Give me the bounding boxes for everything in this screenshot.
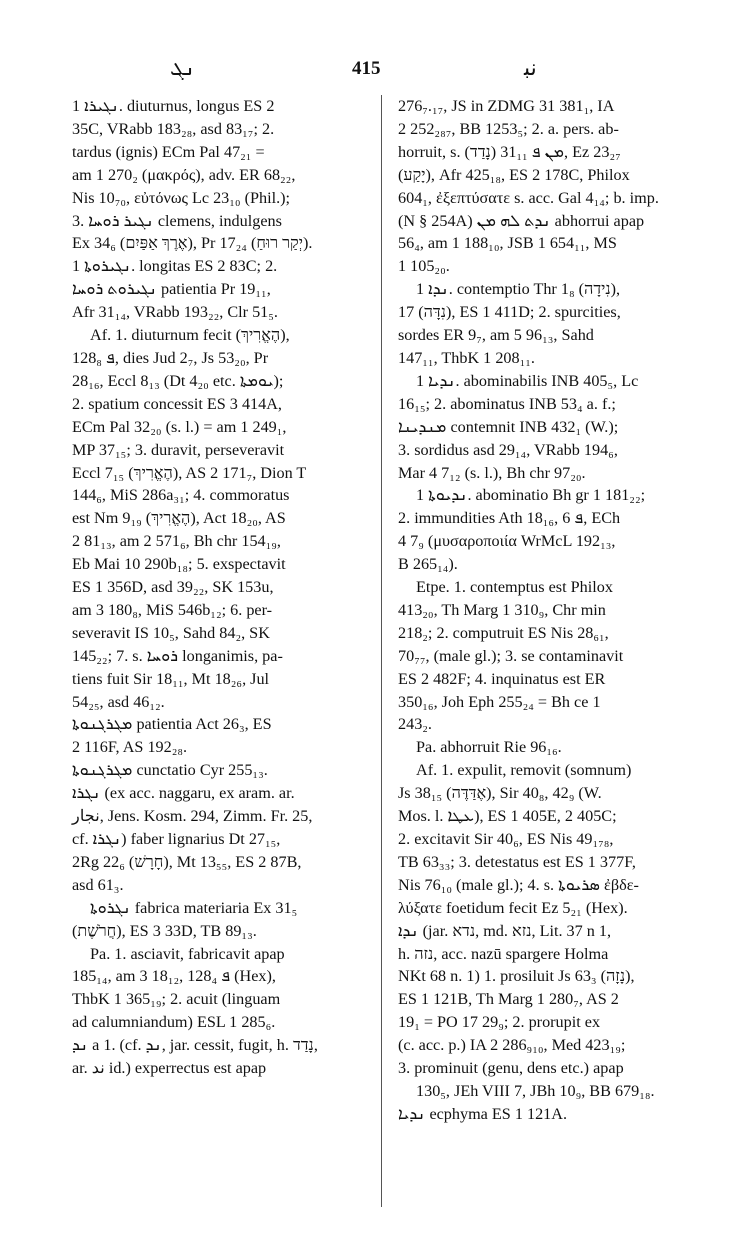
text-line: 2. excitavit Sir 40₆, ES Nis 49₁₇₈, bbox=[398, 830, 614, 848]
text-line: ܢܕܐ (jar. נדא, md. נזא, Lit. 37 n 1, bbox=[398, 921, 612, 940]
text-line: ES 2 482F; 4. inquinatus est ER bbox=[398, 669, 606, 688]
text-line: cf. ܢܓܪܐ) faber lignarius Dt 27₁₅, bbox=[72, 830, 281, 848]
text-line: 2. spatium concessit ES 3 414A, bbox=[72, 394, 282, 413]
text-line: 2 81₁₃, am 2 571₆, Bh chr 154₁₉, bbox=[72, 532, 281, 551]
text-line: asd 61₃. bbox=[72, 875, 124, 894]
text-line: ܢܓܝܪܐ 1. diuturnus, longus ES 2 bbox=[72, 97, 275, 115]
text-line: Etpe. 1. contemptus est Philox bbox=[416, 578, 613, 597]
text-line: Mos. l. ܥܛܐ), ES 1 405E, 2 405C; bbox=[398, 807, 617, 826]
text-line: λύξατε foetidum fecit Ez 5₂₁ (Hex). bbox=[398, 898, 628, 917]
text-line: Af. 1. expulit, removit (somnum) bbox=[416, 761, 632, 780]
header-right-catchword: ﻧﺒ bbox=[524, 56, 537, 81]
text-line: 413₂₀, Th Marg 1 310₉, Chr min bbox=[398, 600, 606, 619]
text-line: ܢܓܪܘܬܐ fabrica materiaria Ex 31₅ bbox=[90, 898, 298, 917]
text-line: 35C, VRabb 183₂₈, asd 83₁₇; 2. bbox=[72, 119, 275, 138]
text-line: Afr 31₁₄, VRabb 193₂₂, Clr 51₅. bbox=[72, 303, 278, 322]
text-line: Ex 34₆ (אֶרֶךְ אַפַּיִם), Pr 17₂₄ (יְקַר רוּחַ). bbox=[72, 234, 313, 253]
column-divider bbox=[381, 95, 382, 1207]
text-line: 2 252₂₈₇, BB 1253₅; 2. a. pers. ab- bbox=[398, 119, 619, 138]
text-line: (N § 254A) ܢܕܬ ܠܗ ܡܢ abhorrui apap bbox=[398, 211, 645, 230]
text-line: Nis 10₇₀, εὐτόνως Lc 23₁₀ (Phil.); bbox=[72, 188, 291, 207]
text-line: ܡܢܕܝܢܐ contemnit INB 432₁ (W.); bbox=[398, 417, 619, 436]
text-line: Mar 4 7₁₂ (s. l.), Bh chr 97₂₀. bbox=[398, 463, 586, 482]
text-line: 17 (נִדָּה), ES 1 411D; 2. spurcities, bbox=[398, 303, 621, 322]
text-line: ܢܕܝܘܬܐ 1. abominatio Bh gr 1 181₂₂; bbox=[416, 486, 646, 505]
text-line: 54₂₅, asd 46₁₂. bbox=[72, 692, 165, 711]
text-line: 2Rg 22₆ (חָרָשׁ), Mt 13₅₅, ES 2 87B, bbox=[72, 852, 302, 871]
text-line: am 1 270₂ (μακρός), adv. ER 68₂₂, bbox=[72, 165, 296, 184]
text-line: ES 1 121B, Th Marg 1 280₇, AS 2 bbox=[398, 990, 619, 1009]
text-line: ܢܓܝܪܘܬܐ 1. longitas ES 2 83C; 2. bbox=[72, 257, 278, 276]
text-line: ES 1 356D, asd 39₂₂, SK 153u, bbox=[72, 578, 274, 597]
right-column bbox=[398, 95, 698, 1126]
page-number: 415 bbox=[352, 58, 381, 79]
text-line: ܢܕܐ 1. contemptio Thr 1₈ (נִידָה), bbox=[416, 280, 621, 299]
text-line: ThbK 1 365₁₉; 2. acuit (linguam bbox=[72, 990, 281, 1009]
text-line: Eb Mai 10 290b₁₈; 5. exspectavit bbox=[72, 555, 286, 574]
text-line: sordes ER 9₇, am 5 96₁₃, Sahd bbox=[398, 326, 594, 345]
text-line: 185₁₄, am 3 18₁₂, ܦ 128₄ (Hex), bbox=[72, 967, 276, 986]
text-line: ܢܕܝܐ 1. abominabilis INB 405₅, Lc bbox=[416, 371, 639, 390]
text-line: 28₁₆, Eccl 8₁₃ (Dt 4₂₀ etc. ܝܘܡܬܐ); bbox=[72, 371, 284, 390]
text-line: Pa. abhorruit Rie 96₁₆. bbox=[416, 738, 562, 757]
text-line: Nis 76₁₀ (male gl.); 4. s. ܣܪܝܘܬܐ ἐβδε- bbox=[398, 875, 639, 894]
text-line: ܡܓܪܓܢܘܬܐ cunctatio Cyr 255₁₃. bbox=[72, 761, 268, 780]
text-line: 147₁₁, ThbK 1 208₁₁. bbox=[398, 348, 535, 367]
text-line: ܢܓܝܪܘܬ ܪܘܚܐ patientia Pr 19₁₁, bbox=[72, 280, 271, 299]
text-line: ECm Pal 32₂₀ (s. l.) = am 1 249₁, bbox=[72, 417, 287, 436]
text-line: (c. acc. p.) IA 2 286₉₁₀, Med 423₁₉; bbox=[398, 1036, 626, 1055]
text-line: 276₇.₁₇, JS in ZDMG 31 381₁, IA bbox=[398, 97, 615, 115]
text-line: 218₂; 2. computruit ES Nis 28₆₁, bbox=[398, 623, 609, 642]
text-line: am 3 180₈, MiS 546b₁₂; 6. per- bbox=[72, 600, 273, 619]
text-line: 2. immundities Ath 18₁₆, ܦ 6, ECh bbox=[398, 509, 621, 528]
text-line: h. נזה, acc. nazū spargere Holma bbox=[398, 944, 609, 963]
text-line: Eccl 7₁₅ (הֶאֱרִיךְ), AS 2 171₇, Dion T bbox=[72, 463, 307, 482]
text-line: 145₂₂; 7. s. ܪܘܚܐ longanimis, pa- bbox=[72, 646, 283, 665]
text-line: 16₁₅; 2. abominatus INB 53₄ a. f.; bbox=[398, 394, 616, 413]
text-line: ܢܕ a 1. (cf. ܢܕ, jar. cessit, fugit, h. נָדַד, bbox=[72, 1036, 318, 1055]
text-line: TB 63₃₃; 3. detestatus est ES 1 377F, bbox=[398, 852, 636, 871]
text-line: 130₅, JEh VIII 7, JBh 10₉, BB 679₁₈. bbox=[416, 1081, 655, 1100]
text-line: severavit IS 10₅, Sahd 84₂, SK bbox=[72, 623, 270, 642]
text-line: tardus (ignis) ECm Pal 47₂₁ = bbox=[72, 142, 265, 161]
text-line: 3. ܢܓܝܪ ܪܘܚܐ clemens, indulgens bbox=[72, 211, 282, 230]
text-line: 604₁, ἐξεπτύσατε s. acc. Gal 4₁₄; b. imp. bbox=[398, 188, 659, 207]
text-line: 2 116F, AS 192₂₈. bbox=[72, 738, 188, 757]
text-line: ﻧﺠﺎﺭ, Jens. Kosm. 294, Zimm. Fr. 25, bbox=[72, 807, 313, 826]
text-line: 144₆, MiS 286a₃₁; 4. commoratus bbox=[72, 486, 290, 505]
text-line: ܦ 128₈, dies Jud 2₇, Js 53₂₀, Pr bbox=[72, 348, 269, 367]
text-line: Af. 1. diuturnum fecit (הֶאֱרִיךְ), bbox=[90, 326, 290, 345]
header-left-catchword: ܢܓ bbox=[170, 56, 196, 81]
text-line: Js 38₁₅ (אֶדַּדֶּה), Sir 40₈, 42₉ (W. bbox=[398, 784, 602, 803]
text-line: tiens fuit Sir 18₁₁, Mt 18₂₆, Jul bbox=[72, 669, 270, 688]
text-line: B 265₁₄). bbox=[398, 555, 458, 574]
left-column bbox=[72, 95, 368, 1080]
text-line: 19₁ = PO 17 29₉; 2. prorupit ex bbox=[398, 1013, 601, 1032]
text-line: Pa. 1. asciavit, fabricavit apap bbox=[90, 944, 285, 963]
text-line: (יָקַע), Afr 425₁₈, ES 2 178C, Philox bbox=[398, 165, 630, 184]
text-line: ܢܕܝܐ ecphyma ES 1 121A. bbox=[398, 1104, 568, 1123]
text-line: 1 105₂₀. bbox=[398, 257, 450, 276]
text-line: 70₇₇, (male gl.); 3. se contaminavit bbox=[398, 646, 624, 665]
text-line: horruit, s. ܡܢ ܦ 31₁₁ (נָדַד), Ez 23₂₇ bbox=[398, 142, 621, 161]
text-line: 56₄, am 1 188₁₀, JSB 1 654₁₁, MS bbox=[398, 234, 617, 253]
page-header bbox=[0, 56, 750, 86]
text-line: ܡܓܪܓܢܘܬܐ patientia Act 26₃, ES bbox=[72, 715, 272, 734]
text-line: 3. sordidus asd 29₁₄, VRabb 194₆, bbox=[398, 440, 618, 459]
text-line: ar. ﻧﺪ id.) experrectus est apap bbox=[72, 1059, 267, 1078]
text-line: ܢܓܪܐ (ex acc. naggaru, ex aram. ar. bbox=[72, 784, 295, 803]
text-line: 3. prominuit (genu, dens etc.) apap bbox=[398, 1059, 624, 1078]
text-line: (חֲרֹשֶׁת), ES 3 33D, TB 89₁₃. bbox=[72, 921, 257, 940]
text-line: MP 37₁₅; 3. duravit, perseveravit bbox=[72, 440, 285, 459]
text-line: NKt 68 n. 1) 1. prosiluit Js 63₃ (נָזָה), bbox=[398, 967, 635, 986]
text-line: 243₂. bbox=[398, 715, 432, 734]
text-line: ad calumniandum) ESL 1 285₆. bbox=[72, 1013, 276, 1032]
text-line: 350₁₆, Joh Eph 255₂₄ = Bh ce 1 bbox=[398, 692, 601, 711]
text-line: est Nm 9₁₉ (הֶאֱרִיךְ), Act 18₂₀, AS bbox=[72, 509, 286, 528]
text-line: 4 7₉ (μυσαροποιία WrMcL 192₁₃, bbox=[398, 532, 616, 551]
